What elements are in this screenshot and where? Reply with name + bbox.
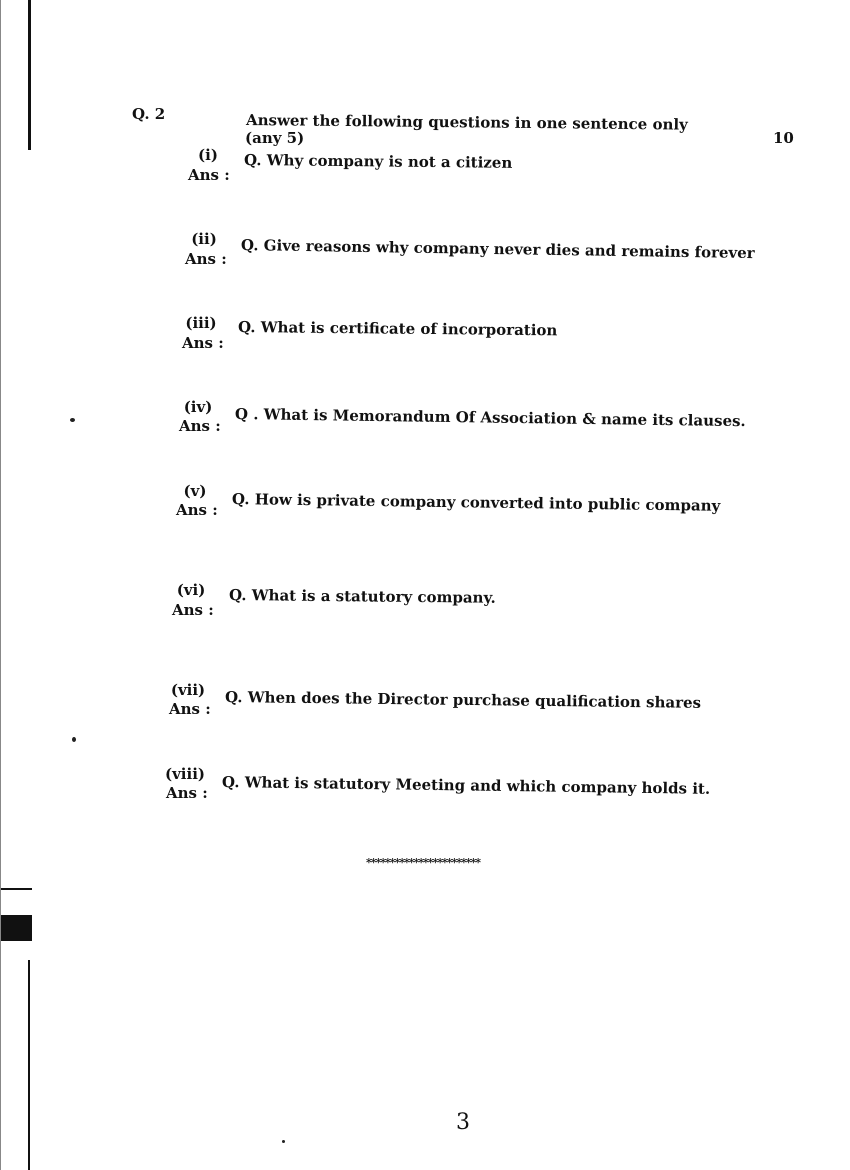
- instruction-line-1: Answer the following questions in one sentence only: [245, 111, 688, 134]
- question-text-ii: Q. Give reasons why company never dies and remains forever: [240, 236, 755, 263]
- question-text-vii: Q. When does the Director purchase qualification shares: [224, 688, 702, 712]
- answer-label-v: Ans :: [176, 501, 218, 519]
- scan-edge-mark: [0, 888, 32, 890]
- scan-edge-bottom: [28, 960, 30, 1170]
- question-text-i: Q. Why company is not a citizen: [243, 151, 513, 172]
- question-text-iii: Q. What is certificate of incorporation: [237, 318, 558, 340]
- question-number-vii: (vii): [170, 681, 206, 699]
- answer-label-viii: Ans :: [166, 784, 208, 802]
- scan-speck: [282, 1140, 285, 1143]
- question-text-iv: Q . What is Memorandum Of Association & name its clauses.: [234, 405, 746, 431]
- question-number: Q. 2: [132, 105, 166, 123]
- scan-speck: [70, 418, 75, 422]
- end-marker: ************************: [366, 856, 481, 869]
- question-text-viii: Q. What is statutory Meeting and which company holds it.: [221, 773, 711, 798]
- question-number-v: (v): [183, 482, 207, 500]
- answer-label-iv: Ans :: [179, 417, 221, 435]
- question-number-iv: (iv): [183, 398, 213, 416]
- scan-edge-block: [0, 915, 32, 941]
- question-number-ii: (ii): [191, 230, 217, 248]
- scan-speck: [72, 737, 76, 742]
- question-text-v: Q. How is private company converted into public company: [231, 490, 721, 515]
- answer-label-vi: Ans :: [172, 601, 214, 619]
- answer-label-vii: Ans :: [169, 700, 211, 718]
- question-text-vi: Q. What is a statutory company.: [228, 586, 496, 607]
- scan-edge-top: [28, 0, 31, 150]
- answer-label-i: Ans :: [188, 166, 230, 184]
- answer-label-ii: Ans :: [185, 250, 227, 268]
- question-number-i: (i): [198, 146, 218, 164]
- question-number-vi: (vi): [176, 581, 206, 599]
- instruction-line-2: (any 5): [245, 129, 305, 147]
- question-number-iii: (iii): [185, 314, 217, 332]
- scan-edge-line: [0, 0, 1, 1170]
- page-number: 3: [456, 1110, 470, 1135]
- answer-label-iii: Ans :: [182, 334, 224, 352]
- question-number-viii: (viii): [164, 765, 205, 783]
- marks: 10: [773, 129, 794, 147]
